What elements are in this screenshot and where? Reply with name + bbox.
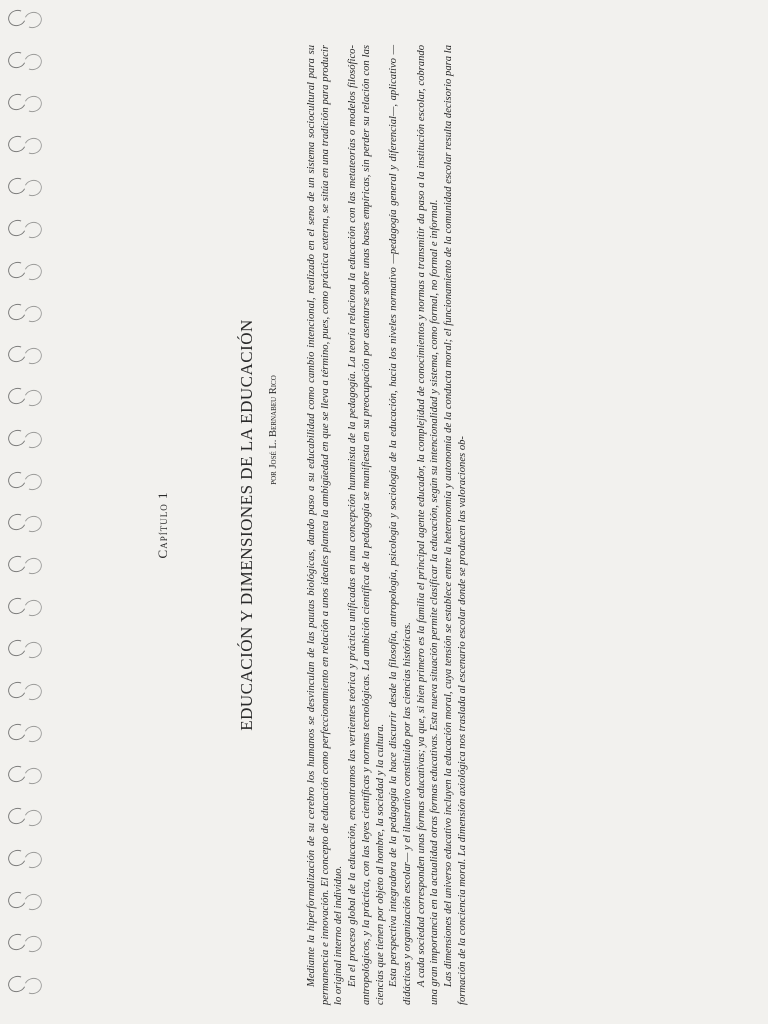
rotated-page [155,45,635,1005]
chapter-label: Capítulo 1 [155,491,170,559]
paragraph: Las dimensiones del universo educativo incluyen la educación moral, cuya tensión se establece entre la heteronomía y autonomía de la conducta moral; el funcionamiento de la comunidad escolar resulta decisorio para la formación de la conciencia moral. La dimensión axiológica nos traslada al escenario escolar donde se producen las valoraciones ob- [443,45,468,1005]
binder-holes [4,10,42,1010]
paragraph: En el proceso global de la educación, encontramos las vertientes teórica y práctica unificadas en una concepción humanista de la pedagogía. La teoría relaciona la educación con las metateorías o modelos filosófico-antropológicos, y la práctica, con las leyes científicas y normas tecnológicas. La ambición científica de la pedagogía se manifiesta en su preocupación por asentarse sobre unas bases empíricas, sin perder su relación con las ciencias que tienen por objeto al hombre, la sociedad y la cultura. [347,45,386,1005]
author-line: por José L. Bernabeu Rico [268,375,279,485]
paragraph: Esta perspectiva integradora de la pedagogía la hace discurrir desde la filosofía, antropología, psicología y sociología de la educación, hacia los niveles normativo —pedagogía general y diferencial—, aplicativo —didácticas y organización escolar— y el ilustrativo constituido por las ciencias históricas. [388,45,413,1005]
chapter-title: EDUCACIÓN Y DIMENSIONES DE LA EDUCACIÓN [237,319,256,731]
paragraph: A cada sociedad corresponden unas formas educativas; ya que, si bien primero es la familia el principal agente educador, la complejidad de conocimientos y normas a transmitir da paso a la institución escolar, cobrando una gran importancia en la actualidad otras formas educativas. Esta nueva situación permite clasificar la educación, según su intencionalidad y sistema, como formal, no formal e informal. [415,45,441,1005]
paragraph: Mediante la hiperformalización de su cerebro los humanos se desvinculan de las pautas biológicas, dando paso a su educabilidad como cambio intencional, realizado en el seno de un sistema sociocultural para su permanencia e innovación. El concepto de educación como perfeccionamiento en relación a unos ideales plantea la ambigüedad en que se lleva a término, pues, como práctica externa, se sitúa en una tradición para producir lo original interno del individuo. [306,45,345,1005]
body-text [305,45,635,1005]
